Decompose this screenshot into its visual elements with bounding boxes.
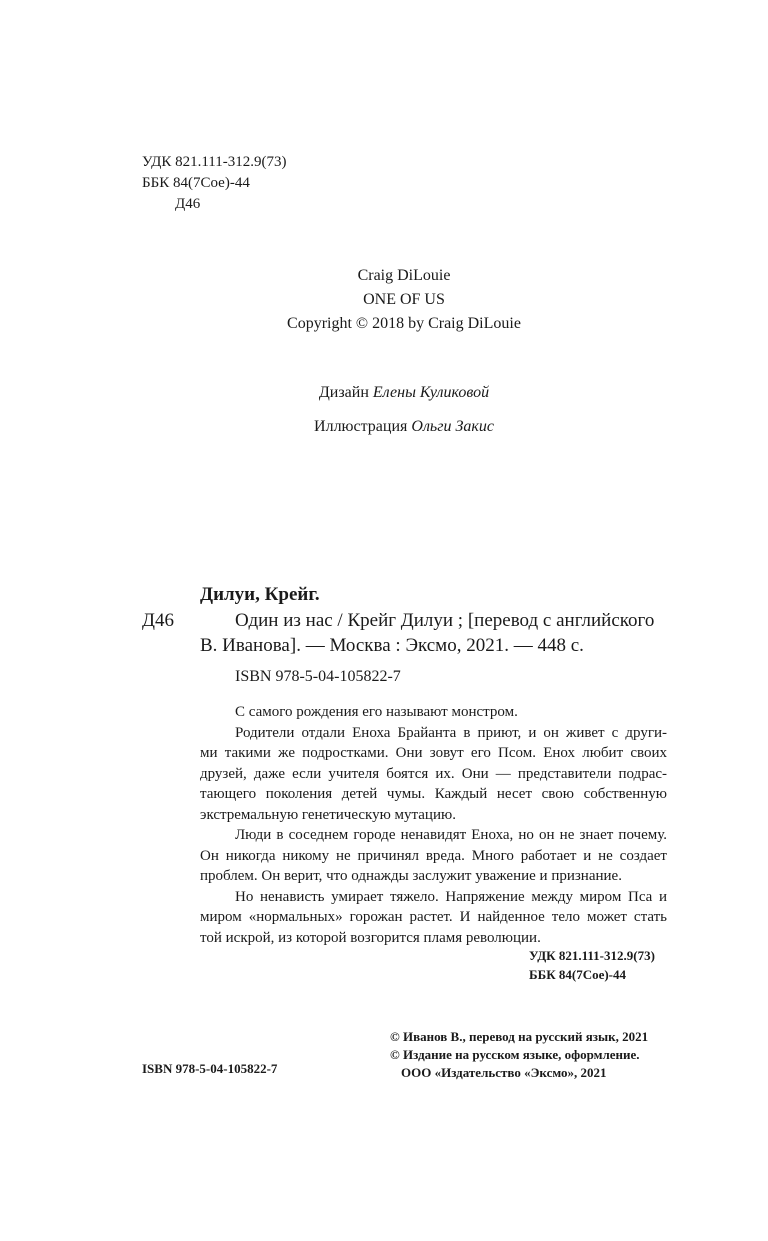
udk-bottom: УДК 821.111-312.9(73) xyxy=(529,948,655,963)
annotation-line: ми такими же подростками. Они зовут его Псом. Енох любит своих xyxy=(200,745,667,761)
record-line-2: В. Иванова]. — Москва : Эксмо, 2021. — 448 с. xyxy=(200,635,584,656)
annotation-line: друзей, даже если учителя боятся их. Они — представители подрас- xyxy=(200,765,667,782)
original-title: ONE OF US xyxy=(363,291,445,308)
annotation-line: Он никогда никому не причинял вреда. Много работает и не создает xyxy=(200,847,667,864)
author-mark-top: Д46 xyxy=(175,196,201,212)
annotation-line: Люди в соседнем городе ненавидят Еноха, но он не знает почему. xyxy=(235,827,667,843)
record-mark: Д46 xyxy=(142,610,174,631)
record-line-1: Один из нас / Крейг Дилуи ; [перевод с английского xyxy=(235,610,655,631)
annotation-line: экстремальную генетическую мутацию. xyxy=(200,806,456,823)
annotation-line: тающего поколения детей чумы. Каждый несет свою собственную xyxy=(200,786,667,802)
footer-isbn: ISBN 978-5-04-105822-7 xyxy=(142,1061,278,1076)
design-label: Дизайн xyxy=(318,384,369,401)
annotation-p4 xyxy=(200,887,667,949)
footer-publisher: ООО «Издательство «Эксмо», 2021 xyxy=(401,1065,607,1080)
annotation-line: проблем. Он верит, что однажды заслужит уважение и признание. xyxy=(200,868,622,884)
annotation-line: Родители отдали Еноха Брайанта в приют, и он живет с други- xyxy=(235,724,667,741)
annotation xyxy=(200,702,667,948)
record-author-heading: Дилуи, Крейг. xyxy=(200,584,320,605)
annotation-line: миром «нормальных» горожан растет. И найденное тело может стать xyxy=(200,909,667,925)
design-credit xyxy=(0,384,768,402)
bbk-top: ББК 84(7Сое)-44 xyxy=(142,175,250,191)
footer-copyright-translation: © Иванов В., перевод на русский язык, 2021 xyxy=(390,1029,649,1044)
annotation-line: той искрой, из которой возгорится пламя революции. xyxy=(200,929,541,946)
annotation-line: Но ненависть умирает тяжело. Напряжение между миром Пса и xyxy=(235,888,667,905)
original-author: Craig DiLouie xyxy=(357,267,451,284)
udk-top: УДК 821.111-312.9(73) xyxy=(142,154,287,170)
design-name: Елены Куликовой xyxy=(372,384,490,401)
record-isbn: ISBN 978-5-04-105822-7 xyxy=(235,668,401,685)
annotation-p3 xyxy=(200,825,667,887)
annotation-p1: С самого рождения его называют монстром. xyxy=(235,704,518,720)
illustration-label: Иллюстрация xyxy=(314,418,408,435)
illustration-credit xyxy=(0,418,768,436)
bbk-bottom: ББК 84(7Сое)-44 xyxy=(529,967,627,982)
illustration-name: Ольги Закис xyxy=(411,418,494,435)
annotation-p2 xyxy=(200,723,667,826)
footer-copyright-edition: © Издание на русском языке, оформление. xyxy=(390,1047,640,1062)
original-copyright: Copyright © 2018 by Craig DiLouie xyxy=(287,315,521,332)
